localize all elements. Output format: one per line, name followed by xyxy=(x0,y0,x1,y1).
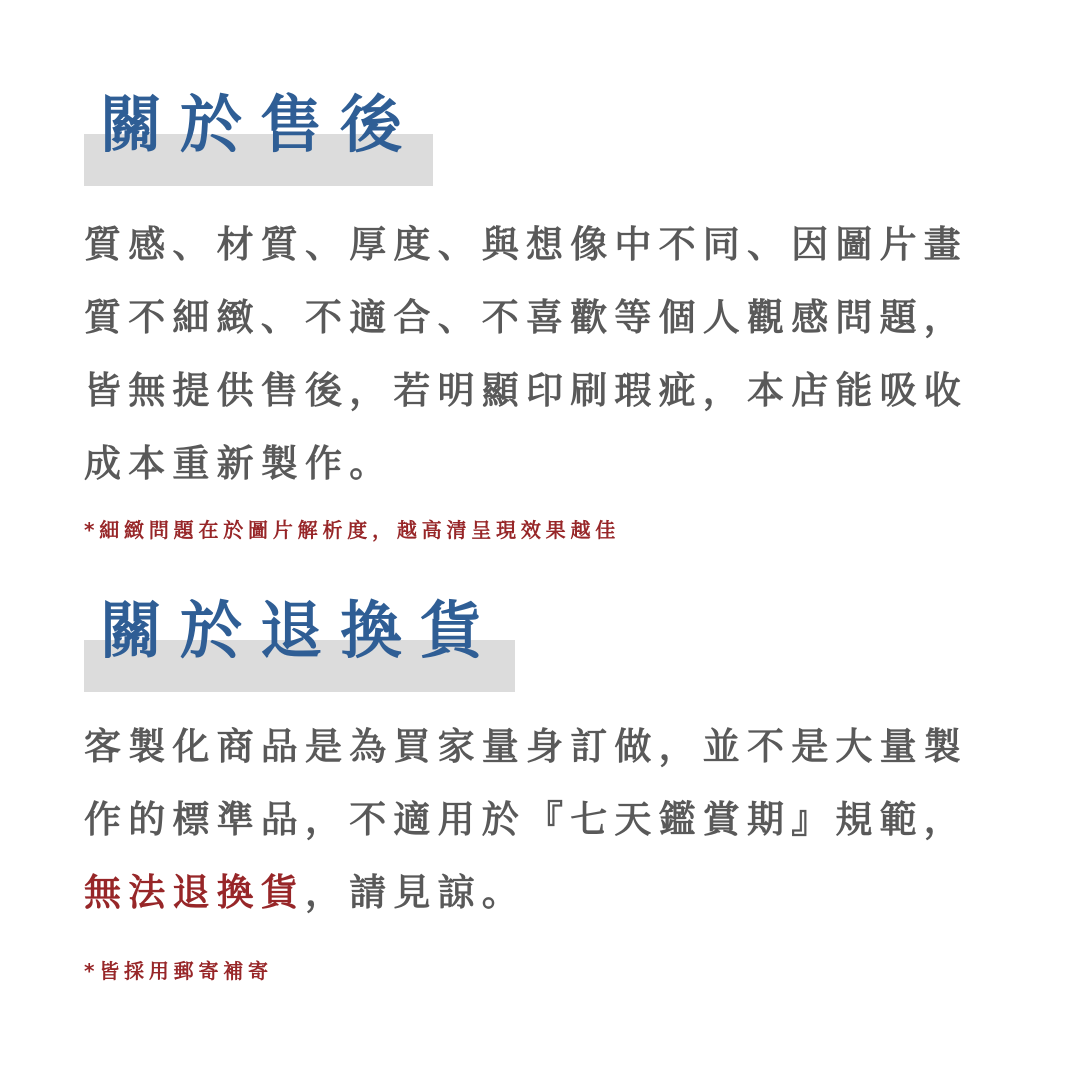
aftersales-line-1: 質感、材質、厚度、與想像中不同、因圖片畫 xyxy=(84,223,968,266)
returns-line-2: 作的標準品，不適用於『七天鑑賞期』規範， xyxy=(84,798,968,841)
returns-paragraph xyxy=(84,710,1004,929)
returns-line-3 xyxy=(84,856,1004,929)
returns-heading: 關於退換貨 xyxy=(100,594,501,667)
aftersales-heading-block xyxy=(84,90,434,186)
returns-line-3-rest: ，請見諒。 xyxy=(305,871,526,914)
returns-heading-block xyxy=(84,596,516,692)
aftersales-footnote: *細緻問題在於圖片解析度，越高清呈現效果越佳 xyxy=(84,518,621,542)
aftersales-line-2: 質不細緻、不適合、不喜歡等個人觀感問題， xyxy=(84,296,968,339)
aftersales-paragraph xyxy=(84,208,1004,500)
aftersales-line-3: 皆無提供售後，若明顯印刷瑕疵，本店能吸收 xyxy=(84,369,968,412)
returns-footnote: *皆採用郵寄補寄 xyxy=(84,959,273,983)
aftersales-line-4: 成本重新製作。 xyxy=(84,442,394,485)
aftersales-heading: 關於售後 xyxy=(100,88,421,161)
no-return-highlight: 無法退換貨 xyxy=(84,871,305,914)
returns-line-1: 客製化商品是為買家量身訂做，並不是大量製 xyxy=(84,725,968,768)
